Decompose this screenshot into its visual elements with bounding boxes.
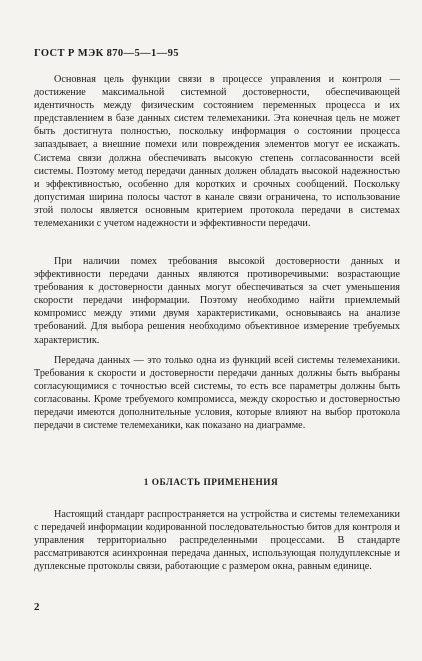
section-title: 1 ОБЛАСТЬ ПРИМЕНЕНИЯ (143, 478, 279, 488)
page-number: 2 (34, 601, 40, 613)
paragraph-noise-requirements: При наличии помех требования высокой достоверности данных и эффективности передачи данных являются противоречивыми: возрастающие требования к достоверности данных могут обеспечиваться за счет уменьшения скорости передачи информации. Поэтому необходимо найти приемлемый компромисс между этими двумя характеристиками, основываясь на анализе требований. Для выбора решения необходимо объективное измерение требуемых характеристик. (34, 256, 400, 346)
paragraph-data-transfer: Передача данных — это только одна из функций всей системы телемеханики. Требования к скорости и достоверности передачи данных должны быть выбраны согласующимися с точностью всей системы, то есть все параметры должны быть согласованы. Кроме требуемого компромисса, между скоростью и достоверностью передачи имеются дополнительные условия, которые влияют на выбор протокола передачи в системе телемеханики, как показано на диаграмме. (34, 355, 400, 432)
paragraph-scope: Настоящий стандарт распространяется на устройства и системы телемеханики с передачей информации кодированной последовательностью битов для контроля и управления территориально распределенными процессами. В стандарте рассматриваются асинхронная передача данных, использующая полудуплексные и дуплексные протоколы связи, работающие с размером окна, равным единице. (34, 509, 400, 573)
paragraph-communication-goal: Основная цель функции связи в процессе управления и контроля — достижение максимальной системной достоверности, обеспечивающей идентичность между физическим состоянием переменных процесса и их представлением в базе данных систем телемеханики. Эта конечная цель не может быть достигнута полностью, поскольку информация о состоянии процесса запаздывает, а внешние помехи или повреждения элементов могут ее искажать. Система связи должна обеспечивать высокую степень согласованности всей системы. Поэтому метод передачи данных должен обладать высокой надежностью и эффективностью, особенно для коротких и срочных сообщений. Поскольку допустимая ширина полосы частот в канале связи ограничена, то использование этой полосы является основным критерием протокола передачи в системах телемеханики с учетом надежности и эффективности передачи. (34, 74, 400, 230)
document-header: ГОСТ Р МЭК 870—5—1—95 (34, 48, 179, 59)
